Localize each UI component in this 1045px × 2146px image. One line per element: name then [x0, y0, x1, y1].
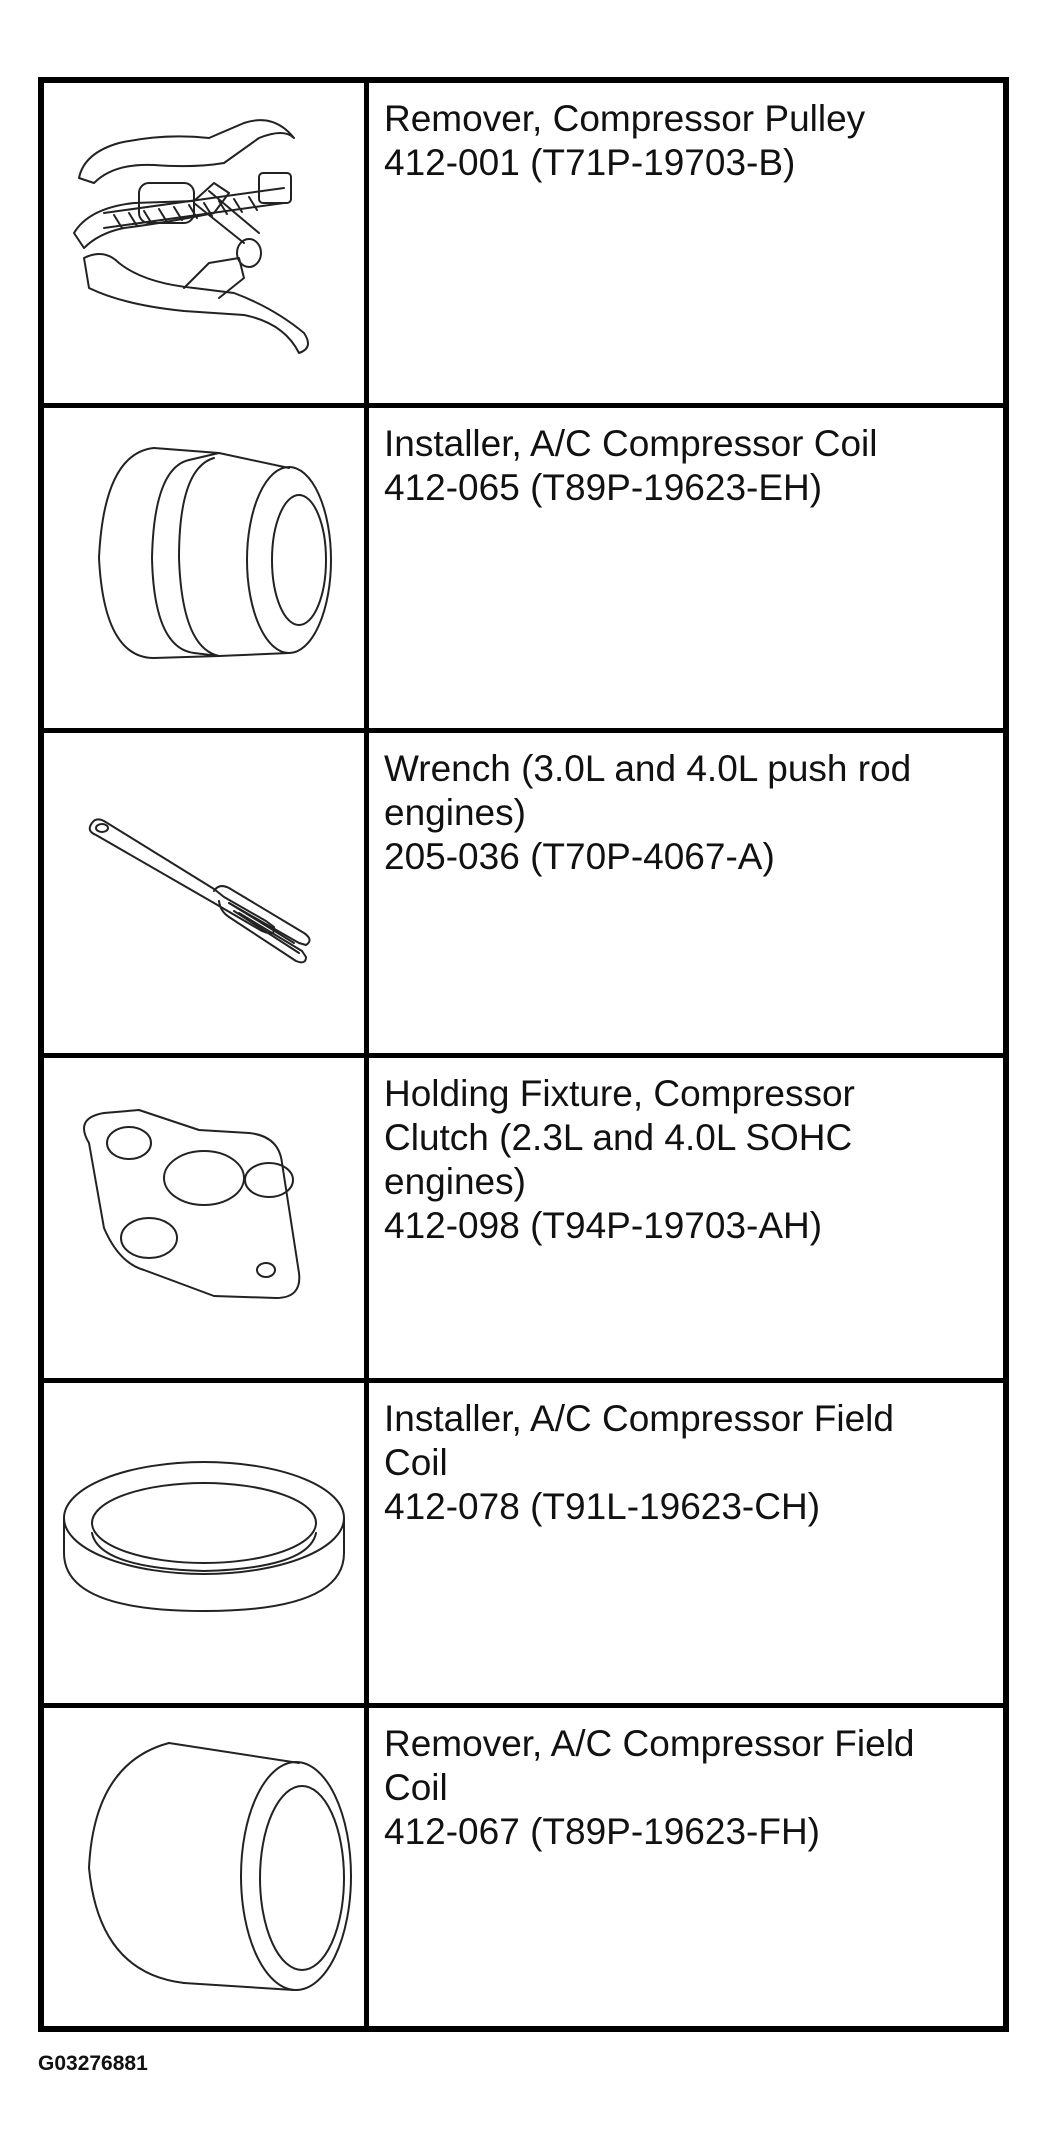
holding-fixture-plate-icon — [44, 1058, 364, 1378]
wrench-icon — [44, 733, 364, 1053]
tool-image-cell — [44, 733, 369, 1053]
tool-description — [384, 1397, 984, 1529]
tool-name: Wrench (3.0L and 4.0L push rod — [384, 748, 912, 789]
tool-image-cell — [44, 1708, 369, 2031]
field-coil-ring-icon — [44, 1383, 364, 1703]
tool-name-continued: Coil — [384, 1767, 448, 1808]
tool-part-number: 412-001 (T71P-19703-B) — [384, 142, 796, 183]
field-coil-remover-cylinder-icon — [44, 1708, 364, 2028]
tool-row — [44, 733, 1003, 1058]
tool-image-cell — [44, 408, 369, 728]
tool-part-number: 412-098 (T94P-19703-AH) — [384, 1205, 823, 1246]
tool-image-cell — [44, 1383, 369, 1703]
tool-name-continued: Coil — [384, 1442, 448, 1483]
tool-part-number: 412-078 (T91L-19623-CH) — [384, 1486, 821, 1527]
tool-name-continued: engines) — [384, 792, 526, 833]
tool-part-number: 205-036 (T70P-4067-A) — [384, 836, 775, 877]
tool-name: Remover, A/C Compressor Field — [384, 1723, 915, 1764]
tool-name-continued: engines) — [384, 1161, 526, 1202]
tool-image-cell — [44, 83, 369, 403]
tool-name: Holding Fixture, Compressor — [384, 1073, 855, 1114]
tool-name-continued: Clutch (2.3L and 4.0L SOHC — [384, 1117, 853, 1158]
tool-row — [44, 83, 1003, 408]
tool-description — [384, 1072, 984, 1248]
tool-row — [44, 1058, 1003, 1383]
special-tools-table — [38, 77, 1009, 2032]
figure-id: G03276881 — [38, 2052, 148, 2075]
coil-installer-cylinder-icon — [44, 408, 364, 728]
tool-name: Installer, A/C Compressor Field — [384, 1398, 894, 1439]
tool-row — [44, 1708, 1003, 2031]
tool-name: Remover, Compressor Pulley — [384, 98, 866, 139]
tool-image-cell — [44, 1058, 369, 1378]
tool-description — [384, 1722, 984, 1854]
tool-description — [384, 422, 984, 510]
tool-row — [44, 408, 1003, 733]
tool-description — [384, 97, 984, 185]
tool-description — [384, 747, 984, 879]
tool-row — [44, 1383, 1003, 1708]
tool-part-number: 412-065 (T89P-19623-EH) — [384, 467, 823, 508]
tool-name: Installer, A/C Compressor Coil — [384, 423, 878, 464]
tool-part-number: 412-067 (T89P-19623-FH) — [384, 1811, 820, 1852]
gear-puller-icon — [44, 83, 364, 403]
